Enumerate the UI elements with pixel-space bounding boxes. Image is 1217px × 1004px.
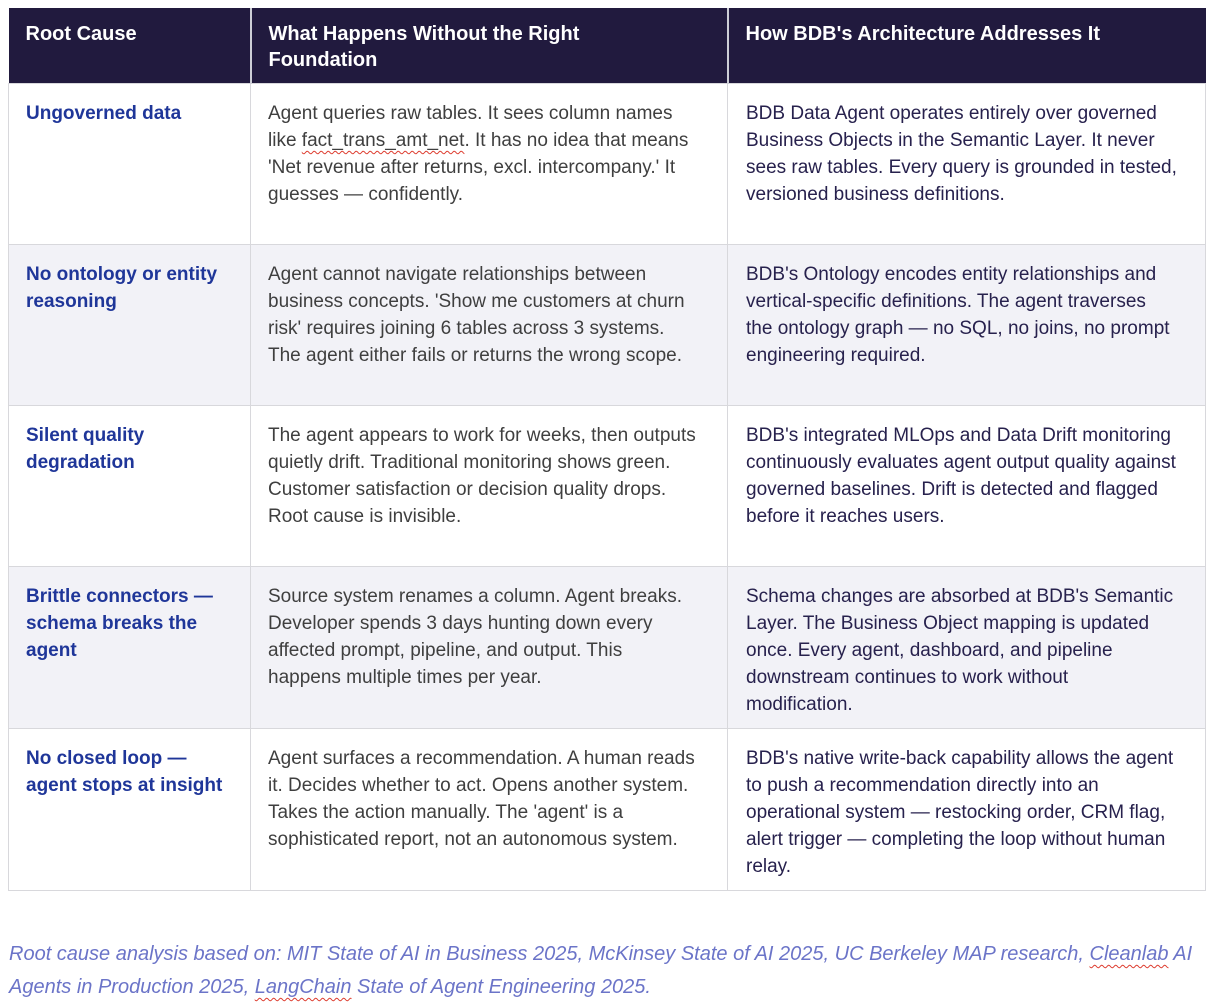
- bdb-architecture-cell: BDB Data Agent operates entirely over governed Business Objects in the Semantic Layer. It never sees raw tables. Every query is grounded in tested, versioned business definitions.: [728, 84, 1206, 245]
- root-cause-cell: Ungoverned data: [9, 84, 251, 245]
- spellcheck-underline: Cleanlab: [1089, 943, 1169, 965]
- table-header-row: [9, 8, 1206, 84]
- column-header-without-foundation: [251, 8, 728, 84]
- column-header-bdb-architecture: [728, 8, 1206, 84]
- root-cause-cell: Silent quality degradation: [9, 406, 251, 567]
- cell-text: . It has no idea that means 'Net revenue after returns, excl. intercompany.' It guesses — confidently.: [268, 130, 689, 205]
- column-header-label: How BDB's Architecture Addresses It: [745, 23, 1100, 45]
- table-row: [9, 729, 1206, 891]
- cell-text: The agent appears to work for weeks, then outputs quietly drift. Traditional monitoring shows green. Customer satisfaction or decision quality drops. Root cause is invisible.: [268, 425, 696, 527]
- root-cause-cell: No closed loop — agent stops at insight: [9, 729, 251, 891]
- spellcheck-underline: fact_trans_amt_net: [301, 130, 465, 151]
- footnote-text: State of Agent Engineering 2025.: [351, 976, 651, 998]
- without-foundation-cell: [251, 406, 728, 567]
- without-foundation-cell: [251, 84, 728, 245]
- bdb-architecture-cell: Schema changes are absorbed at BDB's Semantic Layer. The Business Object mapping is updated once. Every agent, dashboard, and pipeline downstream continues to work without modification.: [728, 567, 1206, 729]
- table-row: [9, 245, 1206, 406]
- column-header-label: What Happens Without the Right Foundation: [268, 23, 580, 71]
- footnote-text: AI Agents in Production 2025,: [9, 943, 1193, 998]
- root-cause-cell: Brittle connectors — schema breaks the agent: [9, 567, 251, 729]
- bdb-architecture-cell: BDB's Ontology encodes entity relationships and vertical-specific definitions. The agent traverses the ontology graph — no SQL, no joins, no prompt engineering required.: [728, 245, 1206, 406]
- root-cause-cell: No ontology or entity reasoning: [9, 245, 251, 406]
- source-footnote: [9, 938, 1203, 1004]
- table-row: [9, 84, 1206, 245]
- table-row: [9, 406, 1206, 567]
- cell-text: Agent cannot navigate relationships between business concepts. 'Show me customers at churn risk' requires joining 6 tables across 3 systems. The agent either fails or returns the wrong scope.: [268, 264, 685, 366]
- cell-text: Agent surfaces a recommendation. A human reads it. Decides whether to act. Opens another system. Takes the action manually. The 'agent' is a sophisticated report, not an autonomous system.: [268, 748, 695, 850]
- column-header-root-cause: [9, 8, 251, 84]
- bdb-architecture-cell: BDB's native write-back capability allows the agent to push a recommendation directly into an operational system — restocking order, CRM flag, alert trigger — completing the loop without human relay.: [728, 729, 1206, 891]
- bdb-architecture-cell: BDB's integrated MLOps and Data Drift monitoring continuously evaluates agent output quality against governed baselines. Drift is detected and flagged before it reaches users.: [728, 406, 1206, 567]
- column-header-label: Root Cause: [25, 23, 137, 45]
- without-foundation-cell: [251, 245, 728, 406]
- footnote-text: Root cause analysis based on: MIT State of AI in Business 2025, McKinsey State of AI 2025, UC Berkeley MAP research,: [9, 943, 1090, 965]
- cell-text: Source system renames a column. Agent breaks. Developer spends 3 days hunting down every affected prompt, pipeline, and output. This happens multiple times per year.: [268, 586, 682, 688]
- cell-text: Agent queries raw tables. It sees column names like: [268, 103, 673, 151]
- without-foundation-cell: [251, 729, 728, 891]
- comparison-table: [8, 8, 1206, 891]
- without-foundation-cell: [251, 567, 728, 729]
- table-row: [9, 567, 1206, 729]
- spellcheck-underline: LangChain: [254, 976, 352, 998]
